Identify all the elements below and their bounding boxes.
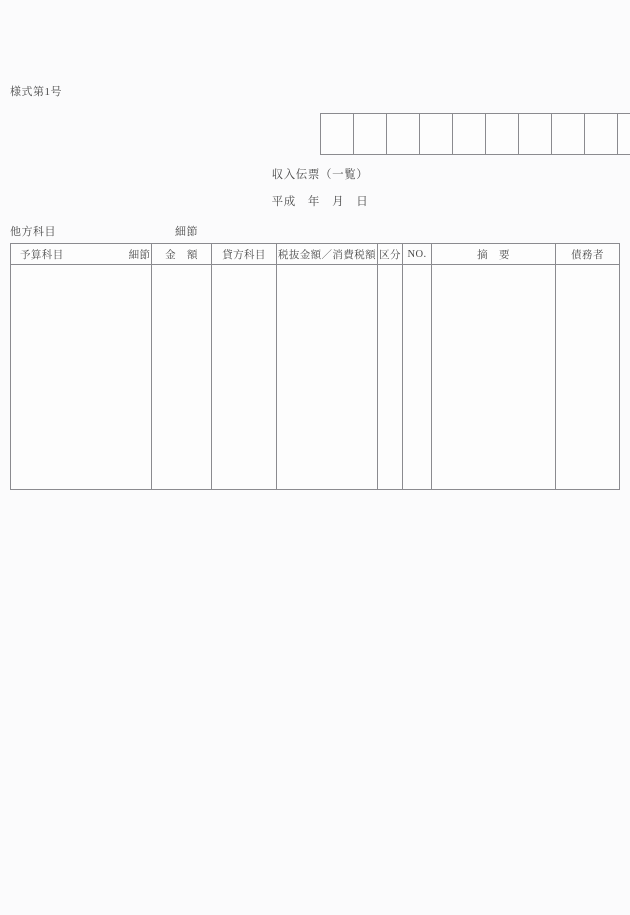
code-box-row	[320, 113, 630, 155]
cell-number[interactable]	[403, 265, 432, 489]
cell-tax-excluded-consumption[interactable]	[277, 265, 378, 489]
cell-amount[interactable]	[152, 265, 212, 489]
code-box-cell[interactable]	[618, 114, 630, 154]
header-credit-account: 貸方科目	[212, 244, 277, 264]
detail-label: 細節	[175, 226, 198, 238]
ledger-body	[11, 265, 619, 489]
header-tax-excluded-consumption: 税抜金額／消費税額	[277, 244, 378, 264]
cell-classification[interactable]	[378, 265, 403, 489]
code-box-cell[interactable]	[321, 114, 354, 154]
header-budget-account-label: 予算科目	[20, 249, 64, 261]
code-box-cell[interactable]	[420, 114, 453, 154]
code-box-cell[interactable]	[552, 114, 585, 154]
other-account-label: 他方科目	[10, 226, 56, 238]
code-box-cell[interactable]	[519, 114, 552, 154]
cell-budget-account[interactable]	[11, 265, 152, 489]
code-box-cell[interactable]	[387, 114, 420, 154]
header-debtor: 債務者	[571, 249, 604, 261]
cell-summary[interactable]	[432, 265, 556, 489]
cell-credit-account[interactable]	[212, 265, 277, 489]
header-detail-section-label: 細節	[128, 249, 151, 261]
header-classification: 区分	[378, 244, 403, 264]
date-line[interactable]: 平成 年 月 日	[271, 196, 369, 208]
header-budget-account	[11, 244, 152, 264]
code-box-cell[interactable]	[453, 114, 486, 154]
ledger-header-row	[11, 244, 619, 265]
cell-debtor[interactable]	[556, 265, 619, 489]
header-amount: 金 額	[152, 244, 212, 264]
form-number-label: 様式第1号	[10, 86, 62, 98]
header-summary: 摘 要	[432, 244, 556, 264]
code-box-cell[interactable]	[354, 114, 387, 154]
title-block	[200, 166, 440, 209]
header-number: NO.	[403, 244, 432, 264]
code-box-cell[interactable]	[486, 114, 519, 154]
code-box-cell[interactable]	[585, 114, 618, 154]
ledger-table	[10, 243, 620, 490]
document-title: 収入伝票（一覧）	[271, 169, 369, 181]
